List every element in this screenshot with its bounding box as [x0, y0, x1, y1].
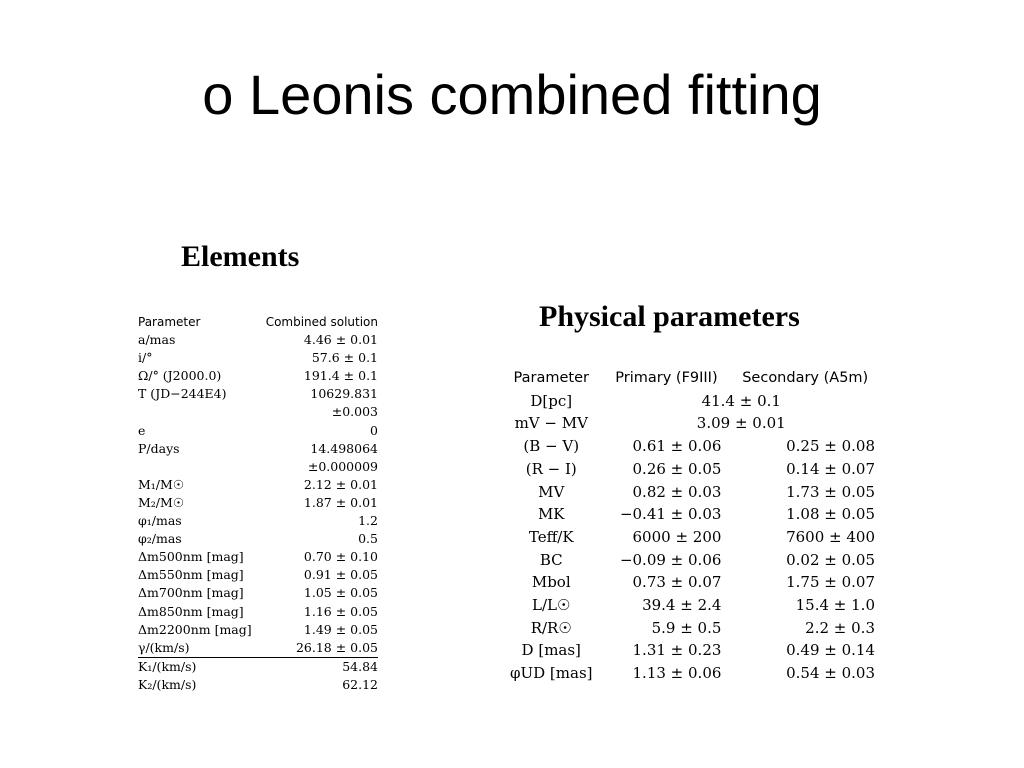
physical-row-secondary-value: 0.49 ± 0.14: [786, 641, 875, 660]
elements-row: [138, 385, 378, 403]
elements-row-value: 1.05 ± 0.05: [303, 585, 378, 601]
physical-row-parameter: D [mas]: [521, 641, 581, 660]
elements-row-value: 4.46 ± 0.01: [303, 332, 378, 348]
elements-row: [138, 639, 378, 658]
elements-row-parameter: M₂/M☉: [138, 494, 185, 510]
elements-row-value: 14.498064: [310, 440, 378, 456]
physical-row-secondary-value: 1.75 ± 0.07: [786, 573, 875, 592]
physical-row-parameter: Teff/K: [528, 527, 574, 546]
physical-row-combined-value: 3.09 ± 0.01: [696, 414, 786, 433]
elements-row-parameter: [138, 403, 259, 421]
elements-row: [138, 548, 378, 566]
physical-row-primary-value: 1.31 ± 0.23: [632, 641, 722, 660]
elements-row-value: 2.12 ± 0.01: [303, 476, 378, 492]
elements-row-parameter: γ/(km/s): [138, 639, 190, 655]
elements-row-value: ±0.000009: [307, 458, 378, 474]
elements-row-value: 0.70 ± 0.10: [303, 549, 378, 565]
physical-row-parameter: D[pc]: [530, 391, 573, 410]
elements-row: [138, 476, 378, 494]
elements-row-value: 54.84: [259, 657, 378, 676]
elements-row: [138, 676, 378, 694]
elements-row-value: 1.2: [358, 513, 378, 529]
elements-row: [138, 494, 378, 512]
physical-header-row: [505, 367, 875, 390]
elements-row-parameter: Δm850nm [mag]: [138, 603, 244, 619]
elements-row: [138, 331, 378, 349]
physical-row-primary-value: 0.61 ± 0.06: [632, 437, 722, 456]
physical-row-primary-value: 5.9 ± 0.5: [651, 618, 722, 637]
elements-row: [138, 603, 378, 621]
elements-row: [138, 657, 378, 676]
elements-row: [138, 403, 378, 421]
physical-row-parameter: (R − I): [525, 459, 577, 478]
elements-row-parameter: φ₁/mas: [138, 513, 182, 529]
elements-row-parameter: T (JD−244E4): [138, 386, 227, 402]
elements-row: [138, 367, 378, 385]
physical-row-secondary-value: 1.08 ± 0.05: [786, 505, 875, 524]
physical-row-primary-value: 39.4 ± 2.4: [642, 596, 722, 615]
elements-row-parameter: K₂/(km/s): [138, 676, 197, 692]
physical-row-secondary-value: 0.54 ± 0.03: [786, 664, 875, 683]
elements-row-value: 57.6 ± 0.1: [311, 350, 378, 366]
elements-row: [138, 621, 378, 639]
elements-row-parameter: e: [138, 422, 146, 438]
physical-row: [505, 571, 875, 594]
elements-heading: Elements: [181, 240, 300, 273]
elements-row-value: ±0.003: [331, 404, 378, 420]
elements-row-parameter: M₁/M☉: [138, 476, 185, 492]
elements-row: [138, 566, 378, 584]
physical-row-primary-value: 0.82 ± 0.03: [632, 482, 722, 501]
physical-row-combined-value: 41.4 ± 0.1: [701, 391, 781, 410]
elements-row: [138, 422, 378, 440]
elements-row-parameter: [138, 458, 259, 476]
elements-row: [138, 512, 378, 530]
physical-row-primary-value: 0.73 ± 0.07: [632, 573, 722, 592]
elements-row-parameter: Δm2200nm [mag]: [138, 621, 252, 637]
physical-row-parameter: mV − MV: [514, 414, 588, 433]
elements-row-value: 10629.831: [310, 386, 378, 402]
physical-row: [505, 662, 875, 685]
elements-row: [138, 584, 378, 602]
elements-row-value: 26.18 ± 0.05: [295, 639, 378, 655]
elements-row-value: 0: [370, 422, 378, 438]
elements-row-parameter: P/days: [138, 440, 180, 456]
elements-row-parameter: Ω/° (J2000.0): [138, 368, 222, 384]
physical-row-parameter: Mbol: [531, 573, 571, 592]
physical-row: [505, 390, 875, 413]
physical-row-secondary-value: 0.02 ± 0.05: [786, 550, 875, 569]
physical-row-secondary-value: 7600 ± 400: [786, 527, 875, 546]
physical-row: [505, 526, 875, 549]
elements-row-value: 1.49 ± 0.05: [303, 621, 378, 637]
elements-row: [138, 458, 378, 476]
physical-heading: Physical parameters: [539, 300, 800, 333]
elements-row-parameter: φ₂/mas: [138, 531, 182, 547]
elements-row-value: 1.16 ± 0.05: [303, 603, 378, 619]
physical-header-secondary: Secondary (A5m): [742, 370, 869, 386]
physical-row-secondary-value: 2.2 ± 0.3: [805, 618, 875, 637]
elements-row-parameter: i/°: [138, 350, 153, 366]
physical-row: [505, 458, 875, 481]
physical-row-secondary-value: 0.25 ± 0.08: [786, 437, 875, 456]
elements-row-parameter: a/mas: [138, 332, 176, 348]
elements-row-parameter: Δm500nm [mag]: [138, 549, 244, 565]
physical-row-parameter: BC: [539, 550, 563, 569]
physical-row: [505, 594, 875, 617]
physical-row-parameter: (B − V): [523, 437, 580, 456]
elements-header-row: [138, 313, 378, 331]
elements-header-solution: Combined solution: [265, 315, 378, 329]
physical-row: [505, 435, 875, 458]
elements-row: [138, 530, 378, 548]
elements-row-value: 1.87 ± 0.01: [303, 494, 378, 510]
physical-row-primary-value: −0.09 ± 0.06: [619, 550, 722, 569]
physical-header-parameter: Parameter: [513, 370, 589, 386]
elements-row-value: 62.12: [342, 676, 378, 692]
physical-row-primary-value: 1.13 ± 0.06: [632, 664, 722, 683]
physical-row: [505, 617, 875, 640]
physical-row: [505, 549, 875, 572]
physical-row-secondary-value: 1.73 ± 0.05: [786, 482, 875, 501]
physical-row-primary-value: −0.41 ± 0.03: [619, 505, 722, 524]
physical-row: [505, 412, 875, 435]
elements-row: [138, 349, 378, 367]
physical-row-parameter: MV: [538, 482, 565, 501]
elements-header-parameter: Parameter: [138, 315, 201, 329]
elements-row-value: 0.91 ± 0.05: [303, 567, 378, 583]
physical-row-secondary-value: 0.14 ± 0.07: [786, 459, 875, 478]
physical-row-secondary-value: 15.4 ± 1.0: [795, 596, 875, 615]
elements-row-parameter: Δm550nm [mag]: [138, 567, 244, 583]
elements-table: [138, 313, 378, 694]
physical-row: [505, 481, 875, 504]
physical-row-primary-value: 6000 ± 200: [632, 527, 722, 546]
elements-row-parameter: K₁/(km/s): [138, 657, 259, 676]
physical-row: [505, 503, 875, 526]
elements-row: [138, 440, 378, 458]
physical-row-parameter: MK: [537, 505, 565, 524]
physical-table: [505, 367, 875, 685]
elements-row-parameter: Δm700nm [mag]: [138, 585, 244, 601]
elements-row-value: 191.4 ± 0.1: [303, 368, 378, 384]
physical-row-primary-value: 0.26 ± 0.05: [632, 459, 722, 478]
physical-row-parameter: φUD [mas]: [509, 664, 593, 683]
physical-row-parameter: L/L☉: [532, 596, 571, 615]
physical-row: [505, 639, 875, 662]
slide-title: o Leonis combined fitting: [202, 63, 822, 126]
elements-row-value: 0.5: [358, 531, 378, 547]
physical-row-parameter: R/R☉: [530, 618, 572, 637]
physical-header-primary: Primary (F9III): [615, 370, 718, 386]
